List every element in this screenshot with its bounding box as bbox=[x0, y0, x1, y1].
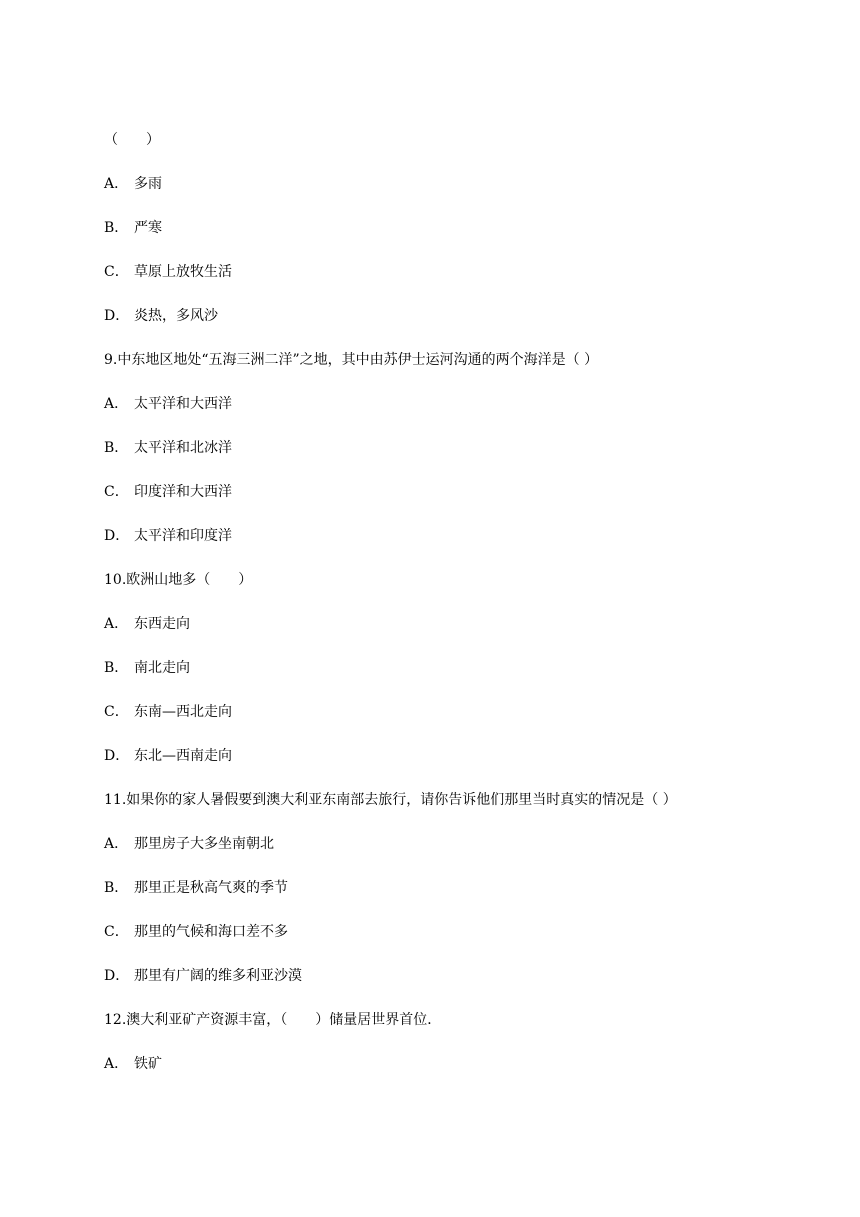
q9-option-b bbox=[104, 439, 232, 457]
q8-option-c bbox=[104, 263, 232, 281]
option-letter: B． bbox=[104, 880, 129, 896]
q8-option-b bbox=[104, 219, 162, 237]
q8-option-d bbox=[104, 307, 218, 325]
option-letter: C． bbox=[104, 264, 129, 280]
option-letter: C． bbox=[104, 924, 129, 940]
question-10-stem: 10.欧洲山地多（ ） bbox=[104, 572, 253, 588]
option-text: 太平洋和印度洋 bbox=[134, 528, 232, 544]
option-text: 那里正是秋高气爽的季节 bbox=[134, 880, 288, 896]
q12-option-a bbox=[104, 1055, 162, 1073]
q9-option-d bbox=[104, 527, 232, 545]
question-8-tail: （ ） bbox=[104, 132, 160, 148]
option-text: 铁矿 bbox=[134, 1056, 162, 1072]
option-letter: C． bbox=[104, 704, 129, 720]
q10-option-a bbox=[104, 615, 190, 633]
option-letter: C． bbox=[104, 484, 129, 500]
question-11-stem: 11.如果你的家人暑假要到澳大利亚东南部去旅行，请你告诉他们那里当时真实的情况是（ ） bbox=[104, 792, 677, 808]
option-text: 多雨 bbox=[134, 176, 162, 192]
q9-option-c bbox=[104, 483, 232, 501]
q8-option-a bbox=[104, 175, 162, 193]
option-letter: A． bbox=[104, 616, 129, 632]
option-letter: D． bbox=[104, 528, 130, 544]
option-text: 东南—西北走向 bbox=[134, 704, 232, 720]
option-text: 太平洋和大西洋 bbox=[134, 396, 232, 412]
option-text: 草原上放牧生活 bbox=[134, 264, 232, 280]
option-text: 东北—西南走向 bbox=[134, 748, 232, 764]
option-letter: D． bbox=[104, 968, 130, 984]
q11-option-c bbox=[104, 923, 288, 941]
option-letter: B． bbox=[104, 660, 129, 676]
option-text: 那里有广阔的维多利亚沙漠 bbox=[134, 968, 302, 984]
q11-option-d bbox=[104, 967, 302, 985]
q11-option-a bbox=[104, 835, 274, 853]
option-text: 太平洋和北冰洋 bbox=[134, 440, 232, 456]
option-text: 那里的气候和海口差不多 bbox=[134, 924, 288, 940]
option-text: 印度洋和大西洋 bbox=[134, 484, 232, 500]
option-letter: D． bbox=[104, 308, 130, 324]
q9-option-a bbox=[104, 395, 232, 413]
option-text: 东西走向 bbox=[134, 616, 190, 632]
question-9-stem: 9.中东地区地处“五海三洲二洋”之地，其中由苏伊士运河沟通的两个海洋是（ ） bbox=[104, 352, 599, 368]
option-letter: B． bbox=[104, 440, 129, 456]
option-letter: B． bbox=[104, 220, 129, 236]
question-12-stem: 12.澳大利亚矿产资源丰富，（ ）储量居世界首位． bbox=[104, 1012, 442, 1028]
option-letter: D． bbox=[104, 748, 130, 764]
q11-option-b bbox=[104, 879, 288, 897]
option-letter: A． bbox=[104, 396, 129, 412]
option-letter: A． bbox=[104, 176, 129, 192]
option-text: 严寒 bbox=[134, 220, 162, 236]
option-text: 炎热，多风沙 bbox=[134, 308, 218, 324]
q10-option-b bbox=[104, 659, 190, 677]
option-letter: A． bbox=[104, 1056, 129, 1072]
q10-option-d bbox=[104, 747, 232, 765]
option-text: 南北走向 bbox=[134, 660, 190, 676]
q10-option-c bbox=[104, 703, 232, 721]
option-text: 那里房子大多坐南朝北 bbox=[134, 836, 274, 852]
option-letter: A． bbox=[104, 836, 129, 852]
